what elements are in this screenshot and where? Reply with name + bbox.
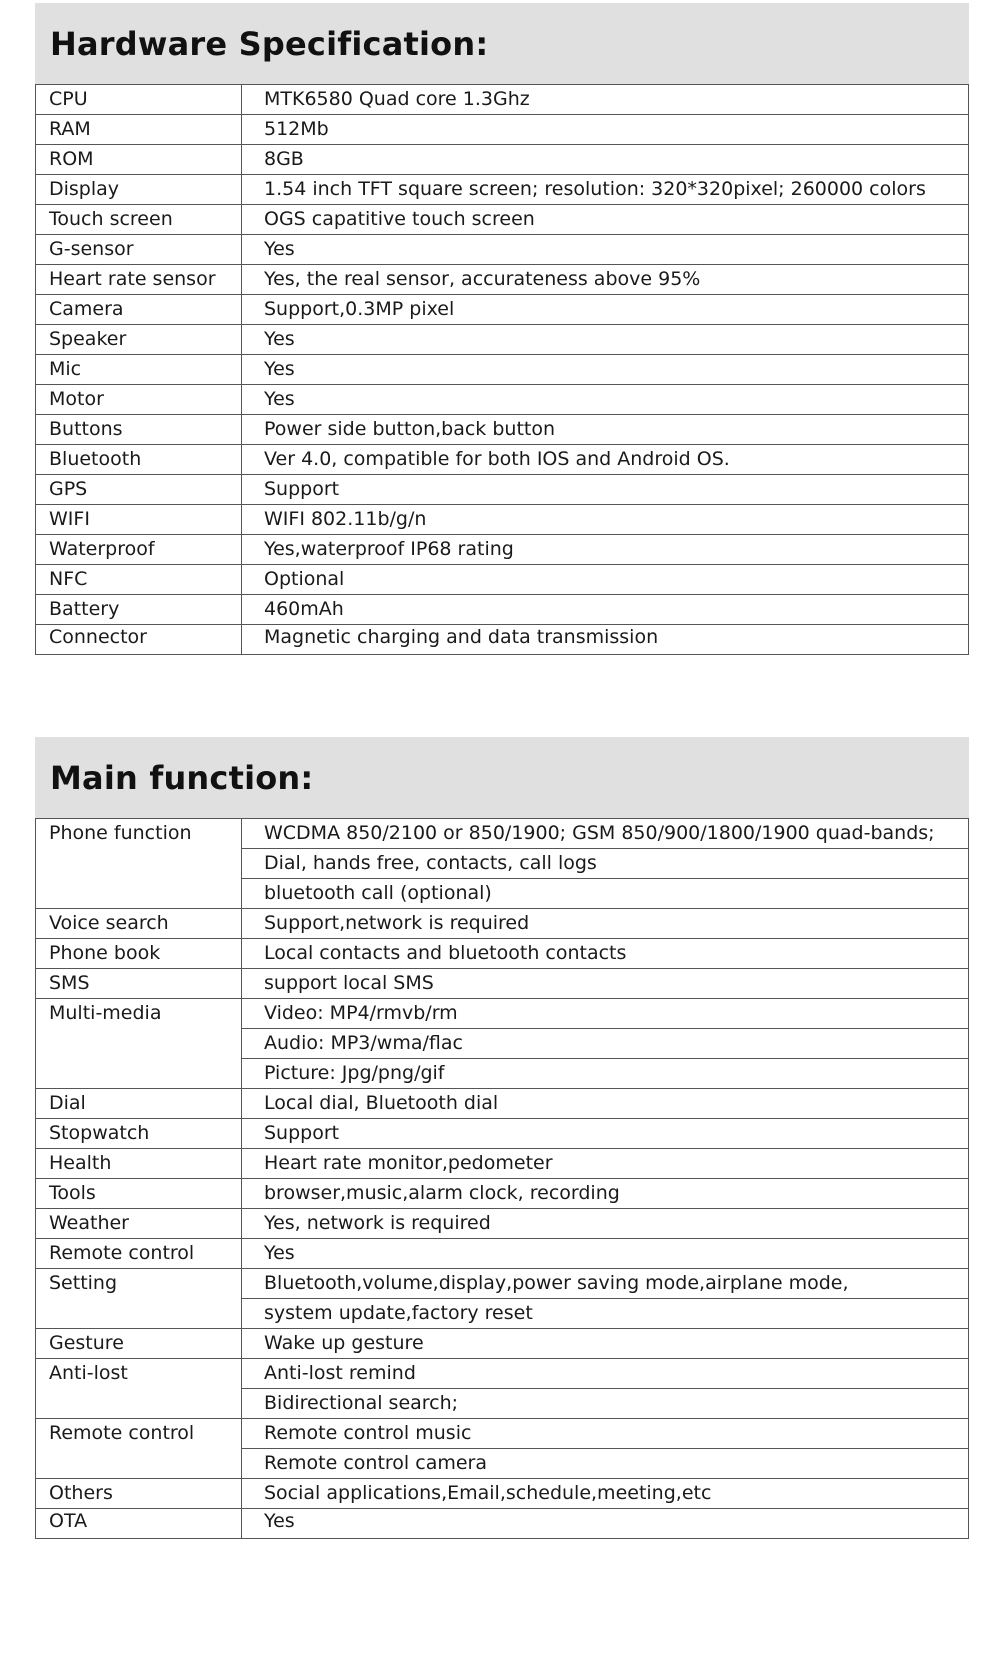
main-function-section xyxy=(35,737,969,1539)
spec-value: 512Mb xyxy=(242,115,969,145)
table-row xyxy=(36,969,969,999)
spec-value: system update,factory reset xyxy=(242,1299,969,1329)
table-row xyxy=(36,115,969,145)
spec-value: OGS capatitive touch screen xyxy=(242,205,969,235)
spec-value: Power side button,back button xyxy=(242,415,969,445)
spec-label: SMS xyxy=(36,969,242,999)
table-row xyxy=(36,1239,969,1269)
spec-label: ROM xyxy=(36,145,242,175)
spec-label: Remote control xyxy=(36,1239,242,1269)
spec-label: CPU xyxy=(36,85,242,115)
spec-value: Local dial, Bluetooth dial xyxy=(242,1089,969,1119)
table-row xyxy=(36,1329,969,1359)
spec-label: Phone function xyxy=(36,819,242,909)
spec-value: Dial, hands free, contacts, call logs xyxy=(242,849,969,879)
table-row xyxy=(36,999,969,1029)
table-row xyxy=(36,595,969,625)
table-row xyxy=(36,475,969,505)
spec-value: Picture: Jpg/png/gif xyxy=(242,1059,969,1089)
table-row xyxy=(36,505,969,535)
hardware-spec-header xyxy=(35,3,969,84)
spec-value: WIFI 802.11b/g/n xyxy=(242,505,969,535)
spec-value: Support,0.3MP pixel xyxy=(242,295,969,325)
spec-value: Bidirectional search; xyxy=(242,1389,969,1419)
spec-label: OTA xyxy=(36,1509,242,1539)
table-row xyxy=(36,909,969,939)
spec-value: Magnetic charging and data transmission xyxy=(242,625,969,655)
spec-label: Multi-media xyxy=(36,999,242,1089)
table-row xyxy=(36,415,969,445)
hardware-spec-section xyxy=(35,3,969,655)
spec-label: Dial xyxy=(36,1089,242,1119)
spec-label: Speaker xyxy=(36,325,242,355)
table-row xyxy=(36,1509,969,1539)
spec-label: Voice search xyxy=(36,909,242,939)
table-row xyxy=(36,235,969,265)
spec-value: Ver 4.0, compatible for both IOS and Android OS. xyxy=(242,445,969,475)
spec-value: Video: MP4/rmvb/rm xyxy=(242,999,969,1029)
table-row xyxy=(36,1269,969,1299)
spec-value: Local contacts and bluetooth contacts xyxy=(242,939,969,969)
spec-label: RAM xyxy=(36,115,242,145)
spec-label: Touch screen xyxy=(36,205,242,235)
table-row xyxy=(36,85,969,115)
spec-label: Phone book xyxy=(36,939,242,969)
table-row xyxy=(36,1209,969,1239)
hardware-spec-table xyxy=(35,84,969,655)
table-row xyxy=(36,385,969,415)
spec-label: Setting xyxy=(36,1269,242,1329)
spec-value: 460mAh xyxy=(242,595,969,625)
spec-label: Stopwatch xyxy=(36,1119,242,1149)
table-row xyxy=(36,1479,969,1509)
spec-value: support local SMS xyxy=(242,969,969,999)
table-row xyxy=(36,265,969,295)
spec-value: Audio: MP3/wma/flac xyxy=(242,1029,969,1059)
spec-value: bluetooth call (optional) xyxy=(242,879,969,909)
table-row xyxy=(36,145,969,175)
spec-value: MTK6580 Quad core 1.3Ghz xyxy=(242,85,969,115)
main-function-table xyxy=(35,818,969,1539)
spec-value: Yes xyxy=(242,325,969,355)
table-row xyxy=(36,819,969,849)
spec-label: WIFI xyxy=(36,505,242,535)
spec-label: Health xyxy=(36,1149,242,1179)
spec-label: Battery xyxy=(36,595,242,625)
spec-value: browser,music,alarm clock, recording xyxy=(242,1179,969,1209)
spec-value: 1.54 inch TFT square screen; resolution: 320*320pixel; 260000 colors xyxy=(242,175,969,205)
table-row xyxy=(36,1089,969,1119)
spec-value: Support xyxy=(242,475,969,505)
spec-label: Heart rate sensor xyxy=(36,265,242,295)
table-row xyxy=(36,295,969,325)
table-row xyxy=(36,1119,969,1149)
spec-label: Camera xyxy=(36,295,242,325)
table-row xyxy=(36,625,969,655)
table-row xyxy=(36,565,969,595)
spec-label: Mic xyxy=(36,355,242,385)
spec-label: Buttons xyxy=(36,415,242,445)
spec-label: Bluetooth xyxy=(36,445,242,475)
spec-value: Anti-lost remind xyxy=(242,1359,969,1389)
spec-label: GPS xyxy=(36,475,242,505)
table-row xyxy=(36,205,969,235)
table-row xyxy=(36,175,969,205)
table-row xyxy=(36,325,969,355)
table-row xyxy=(36,1419,969,1449)
spec-value: Yes, network is required xyxy=(242,1209,969,1239)
spec-value: Optional xyxy=(242,565,969,595)
spec-label: Weather xyxy=(36,1209,242,1239)
spec-value: Social applications,Email,schedule,meeting,etc xyxy=(242,1479,969,1509)
table-row xyxy=(36,1179,969,1209)
spec-value: Support xyxy=(242,1119,969,1149)
table-row xyxy=(36,355,969,385)
spec-value: Yes,waterproof IP68 rating xyxy=(242,535,969,565)
spec-label: G-sensor xyxy=(36,235,242,265)
spec-label: Anti-lost xyxy=(36,1359,242,1419)
table-row xyxy=(36,939,969,969)
spec-value: Support,network is required xyxy=(242,909,969,939)
spec-value: Yes xyxy=(242,235,969,265)
table-row xyxy=(36,535,969,565)
spec-value: Yes xyxy=(242,1509,969,1539)
table-row xyxy=(36,1359,969,1389)
spec-label: Display xyxy=(36,175,242,205)
spec-value: Yes xyxy=(242,385,969,415)
spec-value: Yes, the real sensor, accurateness above 95% xyxy=(242,265,969,295)
spec-value: Bluetooth,volume,display,power saving mode,airplane mode, xyxy=(242,1269,969,1299)
spec-value: Remote control music xyxy=(242,1419,969,1449)
spec-value: WCDMA 850/2100 or 850/1900; GSM 850/900/1800/1900 quad-bands; xyxy=(242,819,969,849)
spec-label: Remote control xyxy=(36,1419,242,1479)
table-row xyxy=(36,445,969,475)
table-row xyxy=(36,1149,969,1179)
spec-label: Tools xyxy=(36,1179,242,1209)
spec-label: Connector xyxy=(36,625,242,655)
spec-value: Remote control camera xyxy=(242,1449,969,1479)
spec-value: Wake up gesture xyxy=(242,1329,969,1359)
spec-value: 8GB xyxy=(242,145,969,175)
spec-label: Gesture xyxy=(36,1329,242,1359)
spec-label: Others xyxy=(36,1479,242,1509)
spec-label: Waterproof xyxy=(36,535,242,565)
hardware-spec-title: Hardware Specification: xyxy=(50,24,489,63)
spec-value: Yes xyxy=(242,355,969,385)
main-function-title: Main function: xyxy=(50,758,314,797)
spec-value: Yes xyxy=(242,1239,969,1269)
main-function-header xyxy=(35,737,969,818)
spec-value: Heart rate monitor,pedometer xyxy=(242,1149,969,1179)
spec-label: Motor xyxy=(36,385,242,415)
spec-label: NFC xyxy=(36,565,242,595)
